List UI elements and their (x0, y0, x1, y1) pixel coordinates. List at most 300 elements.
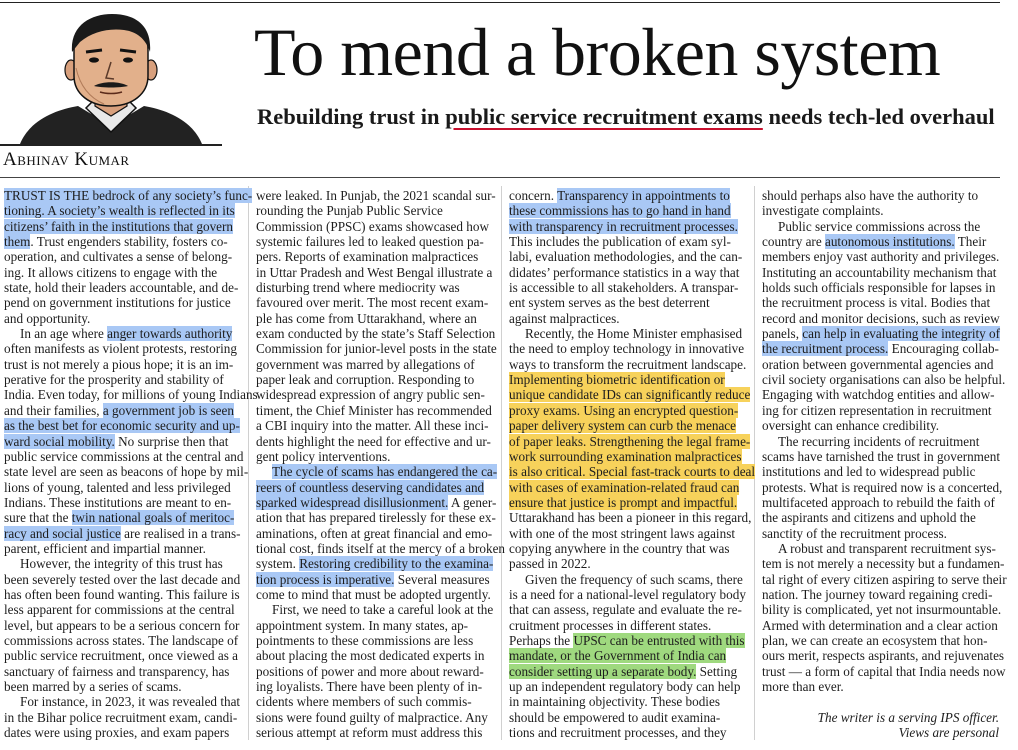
article-column-1 (4, 188, 258, 741)
article-line (4, 495, 241, 510)
text-segment: tions and recruitment processes, and they (509, 725, 727, 741)
text-segment: tal right of every citizen aspiring to serve their (762, 571, 1007, 587)
text-segment: are realised in a trans- (120, 525, 241, 541)
article-line (256, 710, 493, 725)
text-segment: The recurring incidents of recruitment (778, 433, 980, 449)
text-segment: civil society organisations can also be helpful. (762, 372, 1006, 388)
text-segment: cidents where members of such commis- (256, 694, 472, 710)
article-line (762, 326, 999, 341)
article-line (509, 679, 746, 694)
article-line (509, 464, 756, 480)
article-line (256, 434, 493, 449)
text-segment: members enjoy vast authority and privileges. (762, 249, 1000, 265)
article-line (762, 464, 999, 479)
article-line (762, 295, 999, 310)
text-segment: gent policy interventions. (256, 448, 391, 464)
article-line (762, 541, 999, 556)
text-segment: systemic failures led to leaked question pa- (256, 234, 484, 250)
article-line (256, 403, 493, 418)
article-line (762, 679, 999, 694)
article-line (762, 556, 1005, 572)
highlighted-text: autonomous institutions. (824, 234, 955, 250)
article-line (762, 571, 1007, 587)
text-segment: aminations, often at great financial and emo- (256, 525, 493, 541)
text-segment: sanctity of the recruitment process. (762, 525, 947, 541)
article-line (4, 265, 241, 280)
highlighted-text: mandate, or the Government of India can (509, 648, 727, 664)
article-line (256, 295, 493, 310)
text-segment: parent, efficient and impartial manner. (4, 540, 206, 556)
article-line (509, 433, 751, 449)
text-segment: that can assess, regulate and evaluate the re- (509, 602, 742, 618)
article-line (256, 633, 493, 648)
text-segment: disturbing trend where mediocrity was (256, 280, 460, 296)
article-line (762, 602, 1002, 618)
column-rule (501, 186, 502, 740)
text-segment: up an independent regulatory body can help (509, 679, 741, 694)
highlighted-text: Transparency in appointments to (557, 188, 730, 203)
article-line (256, 556, 493, 571)
article-line (4, 418, 241, 433)
author-byline: Abhinav Kumar (3, 149, 130, 170)
text-segment: about placing the most dedicated experts in (256, 648, 485, 664)
article-line (4, 694, 241, 709)
text-segment: commissions across states. The landscape of (4, 632, 239, 648)
highlighted-text: reers of countless deserving candidates and (256, 479, 485, 495)
author-note-line (762, 710, 999, 725)
column-rule (754, 186, 755, 740)
article-line (256, 249, 493, 264)
article-line (256, 387, 493, 402)
article-line (509, 602, 746, 617)
column-rule (248, 186, 249, 740)
text-segment: dents highlight the need for effective and ur- (256, 433, 491, 449)
top-rule (0, 2, 1000, 3)
text-segment: trust — a form of capital that India needs now (762, 663, 1006, 679)
author-note-line (762, 725, 999, 740)
article-line (4, 480, 241, 495)
highlighted-text: with transparency in recruitment processes. (509, 218, 738, 234)
article-line (509, 311, 746, 326)
article-line (256, 357, 493, 372)
byline-rule (0, 144, 222, 146)
article-line (4, 434, 241, 449)
article-column-2 (256, 188, 506, 741)
article-line (4, 664, 241, 679)
text-segment: exam conducted by the state’s Staff Selection (256, 326, 496, 342)
highlighted-text: UPSC can be entrusted with this (573, 632, 745, 648)
article-line (509, 587, 746, 602)
article-line (256, 234, 493, 249)
article-line (509, 618, 746, 633)
text-segment: sure that the (4, 510, 72, 526)
article-line (256, 725, 493, 740)
text-segment: multifaceted approach to rebuild the faith of (762, 494, 995, 510)
text-segment: record and monitor decisions, such as review (762, 310, 1000, 326)
article-line (762, 587, 999, 602)
article-line (509, 372, 746, 387)
article-line (509, 710, 746, 725)
article-line (509, 725, 746, 740)
text-segment: public service commissions at the central and (4, 448, 244, 464)
text-segment: been severely tested over the last decade and (4, 571, 241, 587)
text-segment: less apparent for commissions at the central (4, 602, 235, 618)
text-segment: holds such officials responsible for lapses in (762, 280, 996, 296)
text-segment: sanctuary of fairness and transparency, has (4, 663, 230, 679)
text-segment: . Trust engenders stability, fosters co- (30, 234, 228, 250)
article-line (4, 311, 241, 326)
article-line (762, 495, 999, 510)
text-segment: Engaging with watchdog entities and allow- (762, 387, 995, 403)
text-segment: A gener- (448, 494, 497, 510)
text-segment: Views are personal (898, 725, 999, 741)
text-segment: oversight can enhance credibility. (762, 418, 940, 434)
article-column-4 (762, 188, 1007, 741)
text-segment: is accessible to all stakeholders. A transpar- (509, 280, 739, 296)
highlighted-text: of paper leaks. Strengthening the legal frame- (509, 433, 751, 449)
text-segment: No surprise then that (114, 433, 229, 449)
text-segment: ing loyalists. There have been plenty of in- (256, 679, 483, 694)
highlighted-text: tion process is imperative. (256, 571, 395, 587)
article-line (4, 572, 241, 587)
text-segment: panels, (762, 326, 803, 342)
article-line (256, 341, 497, 357)
article-line (256, 602, 493, 617)
text-segment: ways to transform the recruitment landscape. (509, 356, 747, 372)
text-segment: Encouraging collab- (888, 341, 999, 357)
article-line (4, 679, 241, 694)
article-line (4, 372, 241, 387)
text-segment: investigate complaints. (762, 203, 884, 219)
text-segment: Given the frequency of such scams, there (525, 571, 743, 587)
article-line (762, 372, 1006, 388)
article-line (4, 326, 241, 341)
article-line (509, 495, 746, 510)
highlighted-text: can help in evaluating the integrity of (802, 326, 1001, 342)
article-line (762, 449, 999, 464)
article-line (4, 203, 241, 218)
article-line (4, 464, 249, 480)
highlighted-text: ward social mobility. (4, 433, 115, 449)
article-line (256, 618, 493, 633)
text-segment: favoured over merit. The most recent exam- (256, 295, 489, 311)
highlighted-text: is also critical. Special fast-track courts to deal (509, 464, 756, 480)
text-segment: ent system serves as the best deterrent (509, 295, 710, 311)
article-line (4, 280, 241, 295)
article-line (4, 602, 241, 617)
article-line (4, 341, 241, 356)
text-segment: India. Even today, for millions of young Indians (4, 387, 258, 403)
text-segment: oration between governmental agencies and (762, 356, 994, 372)
text-segment: ing. It allows citizens to engage with the (4, 264, 218, 280)
article-line (4, 725, 241, 740)
article-line (4, 188, 253, 203)
highlighted-text: with cases of examination-related fraud can (509, 479, 740, 495)
article-line (256, 648, 493, 663)
article-line (762, 694, 999, 709)
text-segment: For instance, in 2023, it was revealed that (20, 694, 241, 710)
article-line (509, 449, 746, 464)
article-line (256, 265, 493, 280)
subhead-underlined: public service recruitment exams (445, 104, 763, 129)
article-line (256, 418, 493, 433)
headline: To mend a broken system (254, 14, 941, 90)
article-line (762, 403, 999, 418)
text-segment: rounding the Punjab Public Service (256, 203, 443, 219)
text-segment: should perhaps also have the authority to (762, 188, 979, 203)
article-column-3 (509, 188, 756, 741)
text-segment: ing for citizen representation in recruitment (762, 402, 992, 418)
article-line (762, 418, 999, 433)
article-line (509, 418, 746, 433)
text-segment: lions of young, talented and less privileged (4, 479, 231, 495)
text-segment: public service recruitment, once viewed as a (4, 648, 238, 664)
highlighted-text: The cycle of scams has endangered the ca- (272, 464, 498, 480)
article-line (762, 618, 999, 633)
text-segment: Instituting an accountability mechanism that (762, 264, 997, 280)
header-rule (0, 177, 1000, 178)
text-segment: ple has come from Uttarakhand, where an (256, 310, 477, 326)
text-segment: In an age where (20, 326, 108, 342)
text-segment: the need to employ technology in innovative (509, 341, 745, 357)
text-segment: pers. Reports of examination malpractices (256, 249, 479, 265)
text-segment: come to mind that must be adopted urgently. (256, 586, 491, 602)
text-segment: a CBI inquiry into the matter. All these inci- (256, 418, 489, 434)
highlighted-text: Implementing biometric identification or (509, 372, 725, 388)
text-segment: Recently, the Home Minister emphasised (525, 326, 743, 342)
text-segment: First, we need to take a careful look at the (272, 602, 494, 618)
article-line (509, 188, 746, 203)
highlighted-text: work surrounding examination malpractices (509, 448, 742, 464)
article-line (4, 710, 241, 725)
article-line (509, 280, 746, 295)
article-line (4, 448, 244, 464)
text-segment: dates were using proxies, and exam papers (4, 725, 230, 741)
highlighted-text: consider setting up a separate body. (509, 663, 697, 679)
article-line (4, 633, 241, 648)
subhead-post: needs tech-led overhaul (762, 104, 995, 129)
highlighted-text: proxy exams. Using an encrypted question- (509, 402, 739, 418)
text-segment: Commission for junior-level posts in the state (256, 341, 497, 357)
text-segment: with one of the most stringent laws against (509, 525, 735, 541)
text-segment: government was marred by allegations of (256, 356, 475, 372)
text-segment: protests. What is required now is a concerted, (762, 479, 1003, 495)
article-line (4, 556, 241, 571)
article-line (762, 341, 999, 356)
article-line (509, 234, 746, 249)
text-segment: perative for the prosperity and stability of (4, 372, 224, 388)
text-segment: and opportunity. (4, 310, 91, 326)
article-line (762, 526, 999, 541)
article-line (509, 326, 746, 341)
article-line (762, 219, 999, 234)
text-segment: labi, evaluation methodologies, and the can- (509, 249, 743, 265)
article-line (509, 572, 746, 587)
text-segment: concern. (509, 188, 558, 203)
article-line (4, 510, 241, 525)
article-line (762, 234, 999, 249)
text-segment: positions of power and more about reward- (256, 663, 484, 679)
article-line (256, 280, 493, 295)
text-segment: The writer is a serving IPS officer. (817, 709, 999, 725)
article-line (762, 633, 999, 648)
highlighted-text: a government job is seen (102, 402, 234, 418)
text-segment: Their (954, 234, 987, 250)
article-line (256, 510, 496, 526)
article-line (509, 341, 746, 356)
article-line (4, 618, 241, 633)
highlighted-text: anger towards authority (107, 326, 233, 342)
article-line (256, 188, 496, 203)
highlighted-text: these commissions has to go hand in hand (509, 203, 731, 219)
article-line (256, 526, 493, 541)
article-line (509, 387, 751, 403)
subheadline (257, 104, 995, 130)
article-line (509, 219, 746, 234)
text-segment: trust is not merely a pious hope; it is an im- (4, 356, 234, 372)
text-segment: pend on government institutions for justice (4, 295, 231, 311)
article-line (4, 587, 241, 602)
text-segment: Uttarakhand has been a pioneer in this regard, (509, 510, 752, 526)
article-line (762, 188, 999, 203)
highlighted-text: the recruitment process. (762, 341, 889, 357)
text-segment: bility is complicated, yet not insurmountable. (762, 602, 1002, 618)
text-segment: against malpractices. (509, 310, 620, 326)
article-line (256, 494, 497, 510)
article-line (509, 541, 746, 556)
article-line (256, 572, 493, 587)
text-segment: pointments to these commissions are less (256, 632, 474, 648)
article-line (509, 265, 746, 280)
text-segment: is a need for a national-level regulatory body (509, 586, 746, 602)
article-line (509, 403, 746, 418)
highlighted-text: citizens’ faith in the institutions that govern (4, 218, 234, 234)
highlighted-text: sparked widespread disillusionment. (256, 494, 449, 510)
text-segment: Commission (PPSC) exams showcased how (256, 218, 489, 234)
text-segment: tional cost, finds itself at the mercy of a broken (256, 540, 506, 556)
article-line (4, 403, 241, 418)
article-line (4, 219, 241, 234)
article-line (509, 357, 746, 372)
article-line (509, 526, 746, 541)
text-segment: paper leak and corruption. Responding to (256, 372, 475, 388)
article-line (4, 387, 258, 403)
article-line (256, 664, 493, 679)
text-segment: A robust and transparent recruitment sys- (778, 540, 996, 556)
article-line (509, 648, 746, 663)
article-line (509, 664, 746, 679)
text-segment: Indians. These institutions are meant to en- (4, 494, 232, 510)
text-segment: and their families, (4, 402, 103, 418)
article-line (509, 249, 746, 264)
text-segment: timent, the Chief Minister has recommended (256, 402, 492, 418)
text-segment: tem is not merely a necessity but a fundamen- (762, 556, 1005, 572)
article-line (256, 311, 493, 326)
text-segment: passed in 2022. (509, 556, 591, 572)
article-line (762, 249, 999, 264)
subhead-pre: Rebuilding trust in (257, 104, 446, 129)
article-line (762, 357, 999, 372)
article-line (256, 219, 493, 234)
text-segment: widespread expression of angry public sen- (256, 387, 485, 403)
article-line (4, 541, 241, 556)
highlighted-text: them (4, 234, 31, 250)
article-line (762, 311, 999, 326)
text-segment: in the Bihar police recruitment exam, candi- (4, 709, 238, 725)
text-segment: plan, we can create an ecosystem that hon- (762, 632, 988, 648)
text-segment: should be empowered to audit examina- (509, 709, 721, 725)
highlighted-text: ensure that justice is prompt and impactful. (509, 494, 738, 510)
text-segment: ours merit, respects aspirants, and rejuvenates (762, 648, 1005, 664)
article-line (256, 326, 496, 342)
text-segment: Perhaps the (509, 632, 574, 648)
article-line (4, 648, 241, 663)
highlighted-text: unique candidate IDs can significantly reduce (509, 387, 751, 403)
article-line (509, 480, 746, 495)
article-line (256, 540, 506, 556)
article-line (256, 694, 493, 709)
article-line (4, 526, 241, 541)
text-segment: in Uttar Pradesh and West Bengal illustrate a (256, 264, 493, 280)
text-segment: Several measures (394, 571, 490, 587)
article-line (762, 663, 1006, 679)
text-segment: ation that has prepared tirelessly for these ex- (256, 510, 496, 526)
text-segment: more than ever. (762, 679, 844, 694)
text-segment: country are (762, 234, 825, 250)
highlighted-text: TRUST IS THE bedrock of any society’s func- (4, 188, 253, 203)
text-segment: However, the integrity of this trust has (20, 556, 223, 572)
highlighted-text: tioning. A society’s wealth is reflected in its (4, 203, 235, 219)
text-segment: nation. The journey toward regaining credi- (762, 586, 993, 602)
text-segment: sions were found guilty of malpractice. Any (256, 709, 488, 725)
article-line (256, 449, 493, 464)
article-line (4, 249, 241, 264)
article-line (509, 295, 746, 310)
text-segment: system. (256, 556, 300, 572)
article-line (509, 694, 746, 709)
text-segment: often manifests as violent protests, restoring (4, 341, 237, 357)
text-segment: has often been found wanting. This failure is (4, 586, 240, 602)
article-line (762, 648, 1005, 664)
article-line (762, 479, 1003, 495)
text-segment: level, but appears to be a serious concern for (4, 617, 240, 633)
text-segment: copying anywhere in the country that was (509, 540, 730, 556)
article-line (4, 357, 241, 372)
article-line (509, 203, 746, 218)
text-segment: appointment system. In many states, ap- (256, 617, 469, 633)
text-segment: Public service commissions across the (778, 218, 981, 234)
article-line (762, 434, 999, 449)
text-segment: state level are seen as beacons of hope by mil- (4, 464, 249, 480)
article-line (762, 203, 999, 218)
article-line (762, 280, 999, 295)
article-line (509, 633, 746, 648)
text-segment: Setting (696, 663, 738, 679)
article-line (4, 234, 241, 249)
highlighted-text: twin national goals of meritoc- (71, 510, 235, 526)
text-segment: state, hold their leaders accountable, and de- (4, 280, 239, 296)
article-line (256, 464, 498, 480)
article-line (256, 372, 493, 387)
text-segment: Armed with determination and a clear action (762, 617, 998, 633)
highlighted-text: as the best bet for economic security and up- (4, 418, 240, 434)
highlighted-text: racy and social justice (4, 525, 121, 541)
text-segment: the recruitment process is vital. Bodies that (762, 295, 991, 311)
text-segment: operation, and cultivates a sense of belong- (4, 249, 233, 265)
author-portrait-illustration (0, 8, 222, 144)
article-line (256, 203, 493, 218)
text-segment: serious attempt at reform must address this (256, 725, 483, 741)
